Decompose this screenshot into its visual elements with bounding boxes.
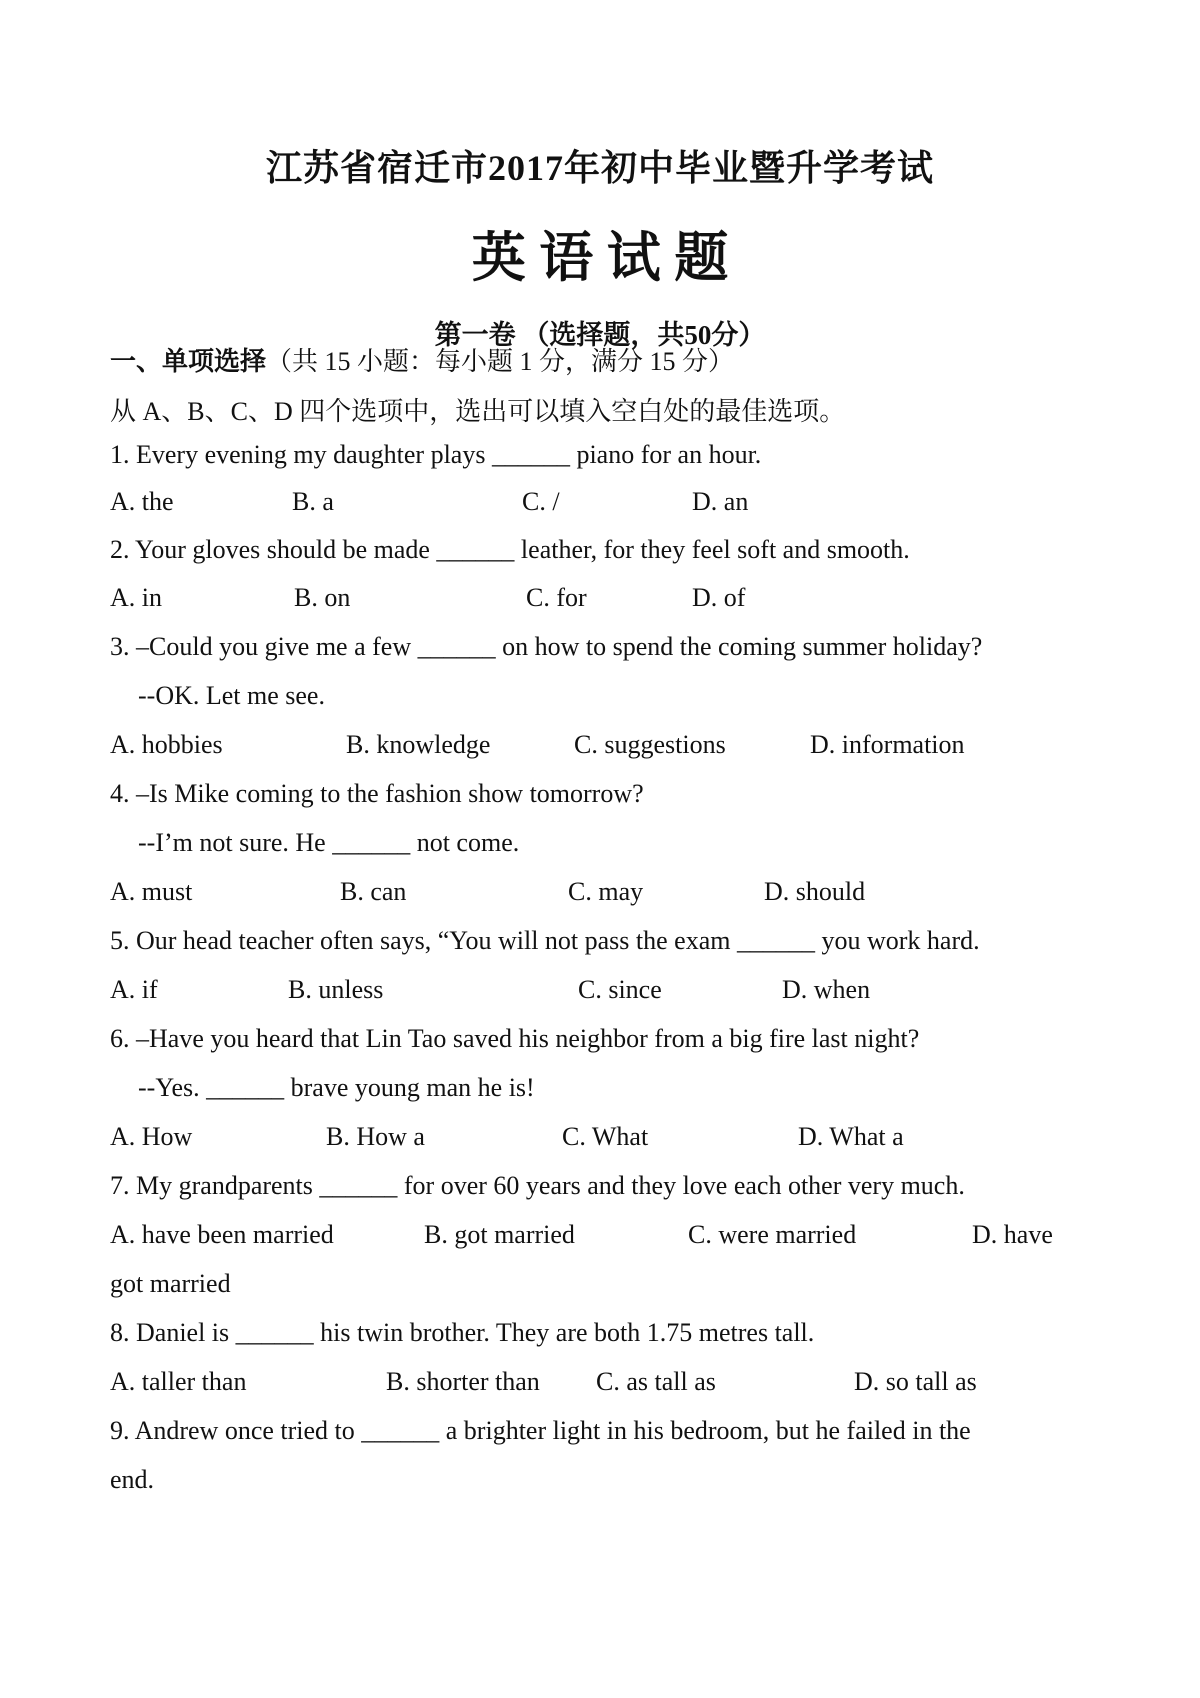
option-a: A. if: [110, 975, 158, 1004]
option-b: B. How a: [326, 1122, 425, 1151]
option-a: A. must: [110, 877, 193, 906]
option-a: A. How: [110, 1122, 193, 1151]
option-c: C. What: [562, 1122, 649, 1151]
option-a: A. the: [110, 487, 174, 516]
question-stem: 8. Daniel is ______ his twin brother. They are both 1.75 metres tall.: [110, 1318, 815, 1347]
option-d: D. of: [692, 583, 746, 612]
option-b: B. got married: [424, 1220, 575, 1249]
option-b: B. unless: [288, 975, 384, 1004]
option-a: A. taller than: [110, 1367, 247, 1396]
option-d: D. What a: [798, 1122, 904, 1151]
question-stem: 4. –Is Mike coming to the fashion show tomorrow?: [110, 779, 644, 808]
question-stem: 7. My grandparents ______ for over 60 years and they love each other very much.: [110, 1171, 965, 1200]
question-stem-line-2: --OK. Let me see.: [138, 681, 325, 710]
option-d: D. information: [810, 730, 965, 759]
option-c: C. suggestions: [574, 730, 726, 759]
option-d: D. so tall as: [854, 1367, 977, 1396]
section-instruction: 从 A、B、C、D 四个选项中，选出可以填入空白处的最佳选项。: [110, 397, 846, 426]
option-c: C. as tall as: [596, 1367, 716, 1396]
option-c: C. may: [568, 877, 644, 906]
exam-title: 江苏省宿迁市2017年初中毕业暨升学考试: [265, 148, 934, 188]
option-c: C. /: [522, 487, 560, 516]
question-stem-line-2: --Yes. ______ brave young man he is!: [138, 1073, 535, 1102]
section-title: 一、单项选择: [110, 347, 267, 376]
option-a: A. in: [110, 583, 162, 612]
question-stem-line-2: --I’m not sure. He ______ not come.: [138, 828, 520, 857]
option-a: A. have been married: [110, 1220, 334, 1249]
option-d: D. an: [692, 487, 749, 516]
question-stem: 2. Your gloves should be made ______ leather, for they feel soft and smooth.: [110, 535, 910, 564]
option-b: B. can: [340, 877, 407, 906]
section-heading: [110, 341, 734, 378]
option-b: B. knowledge: [346, 730, 491, 759]
question-stem: 5. Our head teacher often says, “You will not pass the exam ______ you work hard.: [110, 926, 980, 955]
option-b: B. a: [292, 487, 334, 516]
option-b: B. shorter than: [386, 1367, 540, 1396]
option-a: A. hobbies: [110, 730, 223, 759]
option-b: B. on: [294, 583, 351, 612]
question-stem: 9. Andrew once tried to ______ a brighter light in his bedroom, but he failed in the: [110, 1416, 971, 1445]
option-d: D. when: [782, 975, 871, 1004]
question-stem: 3. –Could you give me a few ______ on how to spend the coming summer holiday?: [110, 632, 983, 661]
question-stem: 6. –Have you heard that Lin Tao saved his neighbor from a big fire last night?: [110, 1024, 920, 1053]
volume-heading: 第一卷 （选择题，共50分）: [434, 320, 766, 350]
question-stem-continued: end.: [110, 1465, 155, 1494]
option-d: D. have: [972, 1220, 1053, 1249]
option-d-continued: got married: [110, 1269, 231, 1298]
question-stem: 1. Every evening my daughter plays ______ piano for an hour.: [110, 440, 762, 469]
section-note: （共 15 小题：每小题 1 分，满分 15 分）: [266, 347, 735, 376]
option-c: C. were married: [688, 1220, 857, 1249]
option-d: D. should: [764, 877, 866, 906]
subject-title: 英 语 试 题: [471, 228, 729, 288]
option-c: C. for: [526, 583, 587, 612]
option-c: C. since: [578, 975, 662, 1004]
